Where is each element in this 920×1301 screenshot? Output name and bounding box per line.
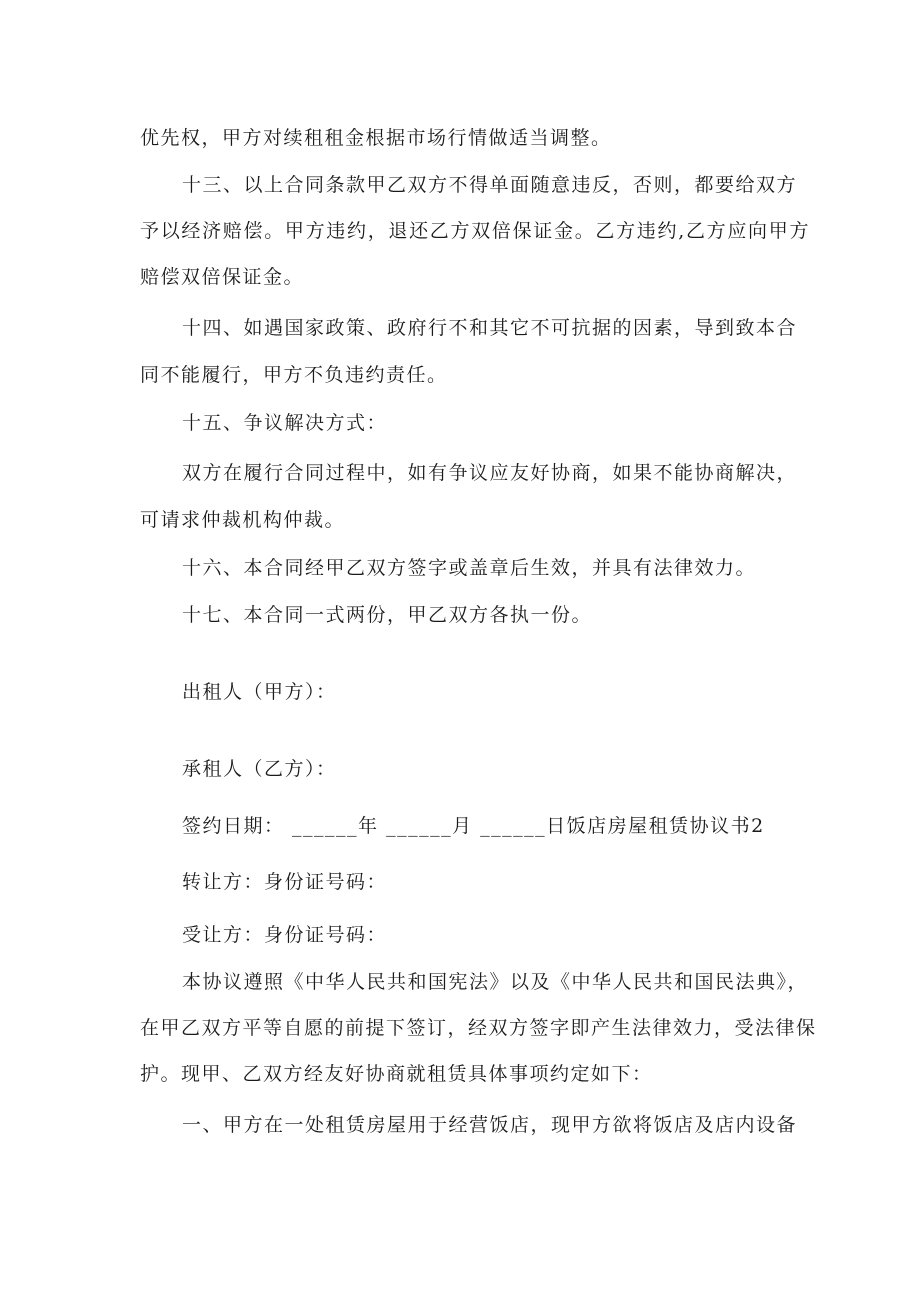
clause-13: 十三、以上合同条款甲乙双方不得单面随意违反，否则，都要给双方 (182, 174, 798, 196)
text-line: 可请求仲裁机构仲裁。 (140, 509, 346, 531)
clause-17: 十七、本合同一式两份，甲乙双方各执一份。 (182, 604, 593, 626)
signing-date-line: 签约日期： ______年 ______月 ______日饭店房屋租赁协议书2 (182, 815, 765, 837)
clause-15-body: 双方在履行合同过程中，如有争议应友好协商，如果不能协商解决， (182, 462, 798, 484)
clause-14: 十四、如遇国家政策、政府行不和其它不可抗据的因素，导到致本合 (182, 317, 798, 339)
lessee-label: 承租人（乙方）： (182, 758, 337, 780)
clause-1: 一、甲方在一处租赁房屋用于经营饭店，现甲方欲将饭店及店内设备 (182, 1114, 798, 1136)
text-line: 赔偿双倍保证金。 (140, 266, 305, 288)
agreement-intro: 本协议遵照《中华人民共和国宪法》以及《中华人民共和国民法典》， (182, 971, 809, 993)
text-line: 优先权，甲方对续租租金根据市场行情做适当调整。 (140, 127, 612, 149)
text-line: 同不能履行，甲方不负违约责任。 (140, 364, 448, 386)
lessor-label: 出租人（甲方）： (182, 681, 337, 703)
transferee-line: 受让方：身份证号码： (182, 924, 388, 946)
clause-15-heading: 十五、争议解决方式： (182, 412, 388, 434)
transferor-line: 转让方：身份证号码： (182, 871, 388, 893)
text-line: 在甲乙双方平等自愿的前提下签订，经双方签字即产生法律效力，受法律保 (140, 1017, 817, 1039)
clause-16: 十六、本合同经甲乙双方签字或盖章后生效，并具有法律效力。 (182, 557, 757, 579)
text-line: 予以经济赔偿。甲方违约，退还乙方双倍保证金。乙方违约,乙方应向甲方 (140, 220, 811, 242)
text-line: 护。现甲、乙双方经友好协商就租赁具体事项约定如下： (140, 1063, 653, 1085)
